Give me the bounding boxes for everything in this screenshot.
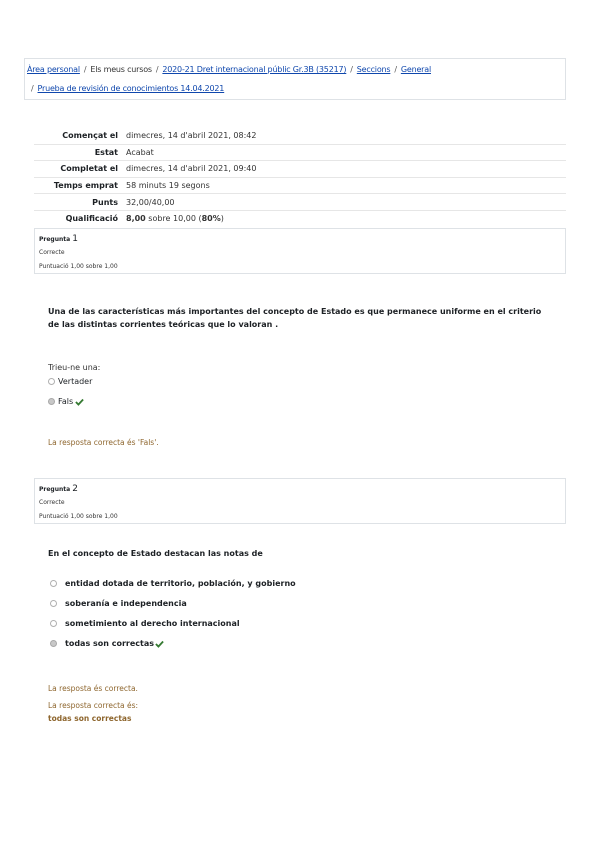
question-label: Pregunta — [39, 486, 71, 493]
radio-button[interactable] — [48, 378, 55, 385]
breadcrumb-separator: / — [83, 65, 87, 74]
grade-close: ) — [220, 214, 224, 224]
summary-label: Completat el — [34, 161, 126, 178]
question-info-box — [34, 478, 566, 524]
question-grade: Puntuació 1,00 sobre 1,00 — [39, 513, 118, 520]
answer-prompt: Trieu-ne una: — [48, 363, 101, 372]
summary-label: Estat — [34, 144, 126, 161]
question-feedback: La resposta és correcta. — [48, 684, 138, 693]
summary-label: Temps emprat — [34, 177, 126, 194]
check-icon — [155, 640, 164, 648]
summary-row-points — [34, 194, 566, 211]
summary-label: Qualificació — [34, 210, 126, 226]
summary-value: dimecres, 14 d'abril 2021, 09:40 — [126, 161, 566, 178]
summary-value: 58 minuts 19 segons — [126, 177, 566, 194]
summary-value: 32,00/40,00 — [126, 194, 566, 211]
option-label: Fals — [58, 397, 74, 406]
option-label: sometimiento al derecho internacional — [65, 619, 240, 628]
breadcrumb-separator: / — [31, 84, 34, 93]
summary-row-completed — [34, 161, 566, 178]
breadcrumb-separator: / — [350, 65, 353, 74]
attempt-summary-table — [34, 128, 566, 227]
grade-percent: 80% — [201, 214, 221, 224]
breadcrumb-my-courses: Els meus cursos — [90, 65, 152, 74]
question-number — [39, 484, 78, 494]
summary-grade-value — [126, 210, 566, 226]
question-state: Correcte — [39, 249, 65, 256]
breadcrumb-area-personal[interactable]: Àrea personal — [27, 65, 80, 74]
answer-option[interactable] — [50, 599, 187, 608]
breadcrumb-course[interactable]: 2020-21 Dret internacional públic Gr.3B (35217) — [162, 65, 347, 74]
question-grade: Puntuació 1,00 sobre 1,00 — [39, 263, 118, 270]
option-label: Vertader — [58, 377, 93, 386]
question-info-box — [34, 228, 566, 274]
answer-option[interactable] — [48, 397, 84, 406]
breadcrumb-separator: / — [394, 65, 397, 74]
question-number-value: 2 — [72, 484, 79, 494]
breadcrumb-general[interactable]: General — [400, 65, 431, 74]
question-text: En el concepto de Estado destacan las notas de — [48, 549, 263, 558]
summary-row-time — [34, 177, 566, 194]
radio-button[interactable] — [50, 580, 57, 587]
option-label: entidad dotada de territorio, población, y gobierno — [65, 579, 296, 588]
correct-answer-label: La resposta correcta és: — [48, 701, 139, 710]
answer-option[interactable] — [50, 619, 240, 628]
question-state: Correcte — [39, 499, 65, 506]
question-text: Una de las características más importantes del concepto de Estado es que permanece uniforme en el criterio de las distintas corrientes teóricas que lo valoran . — [48, 307, 542, 329]
breadcrumb — [24, 58, 566, 100]
summary-value: Acabat — [126, 144, 566, 161]
answer-option[interactable] — [48, 377, 92, 386]
radio-button[interactable] — [50, 600, 57, 607]
question-number — [39, 234, 78, 244]
breadcrumb-sections[interactable]: Seccions — [356, 65, 391, 74]
summary-label: Punts — [34, 194, 126, 211]
summary-value: dimecres, 14 d'abril 2021, 08:42 — [126, 131, 257, 141]
summary-row-started — [34, 128, 566, 144]
correct-answer-value: todas son correctas — [48, 714, 132, 723]
breadcrumb-separator: / — [155, 65, 159, 74]
breadcrumb-quiz[interactable]: Prueba de revisión de conocimientos 14.04.2021 — [37, 84, 225, 93]
summary-label: Començat el — [62, 131, 118, 141]
summary-row-state — [34, 144, 566, 161]
grade-sobre: sobre 10,00 ( — [148, 214, 202, 224]
radio-button-selected[interactable] — [48, 398, 55, 405]
summary-row-grade — [34, 210, 566, 226]
grade-score: 8,00 — [126, 214, 146, 224]
question-label: Pregunta — [39, 236, 71, 243]
radio-button-selected[interactable] — [50, 640, 57, 647]
option-label: todas son correctas — [65, 639, 155, 648]
answer-option[interactable] — [50, 639, 164, 648]
question-number-value: 1 — [72, 234, 79, 244]
radio-button[interactable] — [50, 620, 57, 627]
check-icon — [75, 398, 84, 406]
answer-option[interactable] — [50, 579, 296, 588]
option-label: soberanía e independencia — [65, 599, 187, 608]
question-feedback: La resposta correcta és 'Fals'. — [48, 438, 159, 447]
